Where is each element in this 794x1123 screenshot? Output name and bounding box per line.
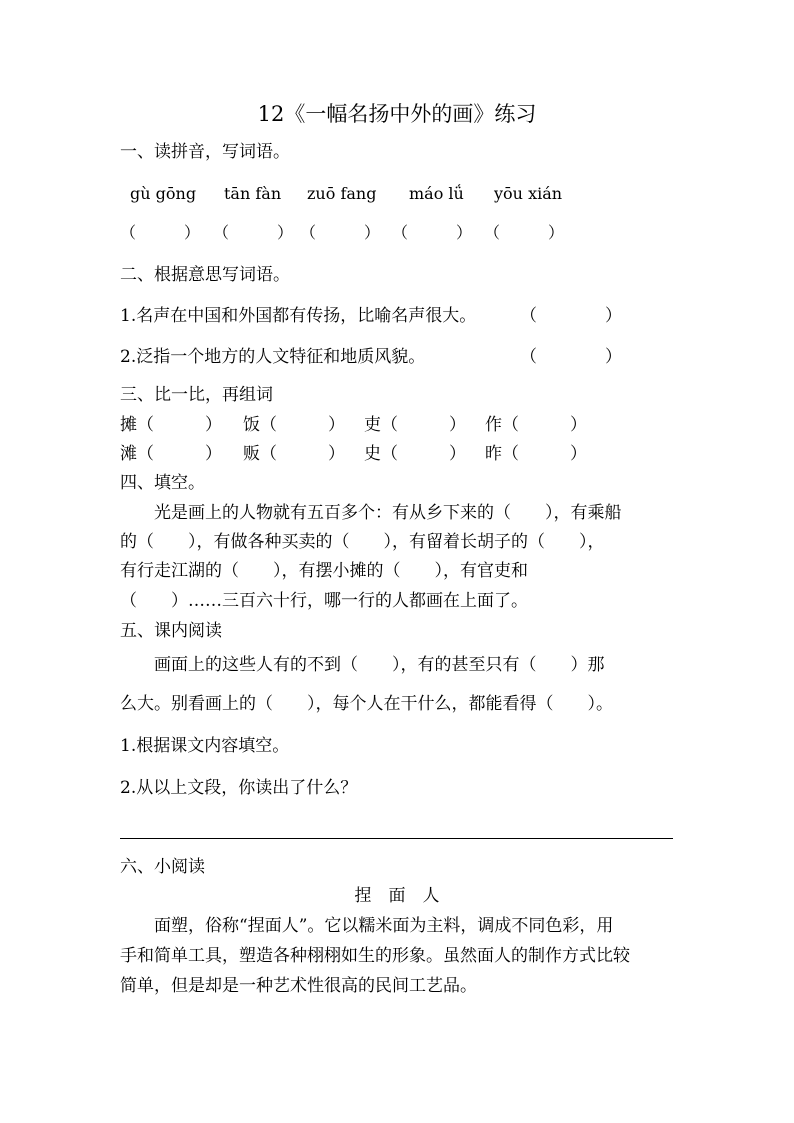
compare-item[interactable]: 史（ ） bbox=[364, 444, 466, 464]
pinyin-2: tān fàn bbox=[224, 184, 282, 203]
section5-heading: 五、课内阅读 bbox=[120, 621, 222, 641]
page-title: 12《一幅名扬中外的画》练习 bbox=[257, 102, 537, 126]
reading-question-1: 1.根据课文内容填空。 bbox=[120, 736, 290, 756]
compare-item[interactable]: 贩（ ） bbox=[243, 444, 345, 464]
compare-item[interactable]: 昨（ ） bbox=[485, 444, 587, 464]
compare-item[interactable]: 吏（ ） bbox=[364, 415, 466, 435]
section2-question-2: 2.泛指一个地方的人文特征和地质风貌。 bbox=[120, 347, 426, 367]
section4-heading: 四、填空。 bbox=[120, 473, 205, 493]
reading-question-2: 2.从以上文段，你读出了什么？ bbox=[120, 778, 358, 798]
reading-paragraph-line: 么大。别看画上的（ ），每个人在干什么，都能看得（ ）。 bbox=[120, 694, 613, 714]
answer-blank-3[interactable]: （ ） bbox=[300, 223, 381, 242]
pinyin-4: máo lǘ bbox=[409, 184, 464, 203]
fill-paragraph-line: 的（ ），有做各种买卖的（ ），有留着长胡子的（ ）， bbox=[120, 532, 605, 552]
fill-paragraph-line: 有行走江湖的（ ），有摆小摊的（ ），有官吏和 bbox=[120, 561, 528, 581]
reading-paragraph-line: 画面上的这些人有的不到（ ），有的甚至只有（ ）那 bbox=[120, 655, 605, 675]
compare-item[interactable]: 摊（ ） bbox=[120, 415, 222, 435]
section3-heading: 三、比一比，再组词 bbox=[120, 385, 273, 405]
passage-line: 简单，但是却是一种艺术性很高的民间工艺品。 bbox=[120, 976, 477, 996]
passage-line: 手和简单工具，塑造各种栩栩如生的形象。虽然面人的制作方式比较 bbox=[120, 946, 630, 966]
answer-blank-2[interactable]: （ ） bbox=[213, 223, 294, 242]
passage-title: 捏 面 人 bbox=[354, 886, 440, 906]
section2-blank-2[interactable]: （ ） bbox=[520, 347, 622, 367]
compare-item[interactable]: 作（ ） bbox=[485, 415, 587, 435]
passage-line: 面塑，俗称“捏面人”。它以糯米面为主料，调成不同色彩，用 bbox=[120, 916, 614, 936]
fill-paragraph-line: （ ）……三百六十行，哪一行的人都画在上面了。 bbox=[120, 591, 528, 611]
section2-heading: 二、根据意思写词语。 bbox=[120, 265, 290, 285]
pinyin-3: zuō fang bbox=[307, 184, 377, 203]
answer-blank-1[interactable]: （ ） bbox=[120, 223, 201, 242]
section2-blank-1[interactable]: （ ） bbox=[520, 306, 622, 326]
section2-question-1: 1.名声在中国和外国都有传扬，比喻名声很大。 bbox=[120, 306, 477, 326]
answer-line bbox=[120, 838, 673, 839]
compare-item[interactable]: 饭（ ） bbox=[243, 415, 345, 435]
compare-item[interactable]: 滩（ ） bbox=[120, 444, 222, 464]
pinyin-5: yōu xián bbox=[494, 184, 563, 203]
answer-blank-5[interactable]: （ ） bbox=[484, 223, 565, 242]
pinyin-1: gù gōng bbox=[130, 184, 197, 203]
fill-paragraph-line: 光是画上的人物就有五百多个：有从乡下来的（ ），有乘船 bbox=[120, 503, 622, 523]
section1-heading: 一、读拼音，写词语。 bbox=[120, 142, 290, 162]
section6-heading: 六、小阅读 bbox=[120, 857, 205, 877]
answer-blank-4[interactable]: （ ） bbox=[392, 223, 473, 242]
